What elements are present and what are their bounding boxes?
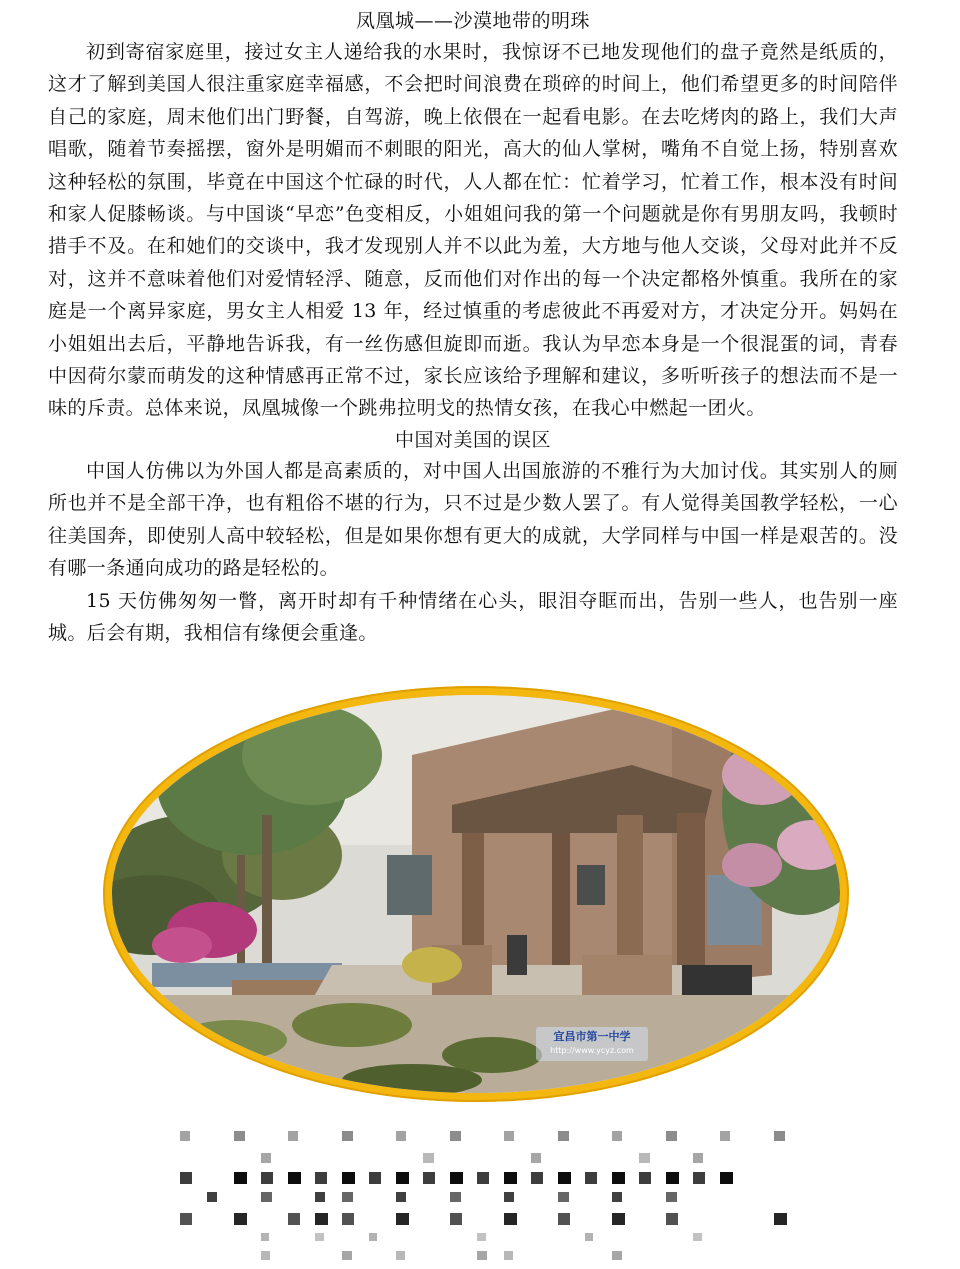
dot-code-block [639,1172,651,1184]
dot-code-block [396,1213,409,1225]
dot-code-block [234,1172,247,1184]
dot-code-graphic [180,1125,790,1265]
school-watermark [536,1027,648,1061]
dot-code-block [774,1213,787,1225]
dot-code-block [720,1131,730,1141]
dot-code-block [315,1233,324,1241]
dot-code-block [180,1172,192,1184]
dot-code-block [693,1172,705,1184]
dot-code-block [369,1233,377,1241]
dot-code-block [180,1213,192,1225]
dot-code-block [288,1172,301,1184]
dot-code-block [612,1251,622,1260]
dot-code-block [369,1172,381,1184]
dot-code-block [666,1192,677,1202]
dot-code-block [450,1192,461,1202]
dot-code-block [261,1251,270,1260]
dot-code-block [396,1131,406,1141]
dot-code-block [477,1251,487,1260]
watermark-url: http://www.ycyz.com [550,1046,634,1055]
dot-code-block [504,1192,514,1202]
dot-code-block [720,1172,733,1184]
dot-code-block [261,1233,269,1241]
dot-code-block [477,1172,489,1184]
dot-code-block [666,1213,678,1225]
dot-code-block [423,1153,434,1163]
dot-code-block [774,1131,785,1141]
dot-code-pattern [180,1125,790,1265]
dot-code-block [531,1172,543,1184]
dot-code-block [342,1251,352,1260]
dot-code-block [666,1172,679,1184]
dot-code-block [612,1172,625,1184]
dot-code-block [585,1233,593,1241]
dot-code-block [261,1172,273,1184]
dot-code-block [585,1172,597,1184]
dot-code-block [558,1213,570,1225]
dot-code-block [180,1131,190,1141]
dot-code-block [342,1172,355,1184]
dot-code-block [558,1172,571,1184]
dot-code-block [693,1153,703,1163]
dot-code-block [288,1213,300,1225]
dot-code-block [558,1131,569,1141]
dot-code-block [504,1172,517,1184]
paragraph-misconceptions: 中国人仿佛以为外国人都是高素质的，对中国人出国旅游的不雅行为大加讨伐。其实别人的厕所也并不是全部干净，也有粗俗不堪的行为，只不过是少数人罢了。有人觉得美国教学轻松，一心往美国奔，即使别人高中较轻松，但是如果你想有更大的成就，大学同样与中国一样是艰苦的。没有哪一条通向成功的路是轻松的。 [48,459,898,580]
dot-code-block [261,1153,271,1163]
dot-code-block [450,1213,462,1225]
dot-code-block [261,1192,272,1202]
dot-code-block [396,1251,405,1260]
section-title-phoenix: 凤凰城——沙漠地带的明珠 [355,10,590,32]
dot-code-block [315,1213,328,1225]
dot-code-block [450,1131,461,1141]
dot-code-block [504,1213,517,1225]
dot-code-block [504,1131,514,1141]
dot-code-block [531,1153,541,1163]
dot-code-block [234,1131,245,1141]
dot-code-block [288,1131,298,1141]
house-illustration [112,695,840,1093]
dot-code-block [477,1233,486,1241]
dot-code-block [612,1131,622,1141]
section-title-misconceptions: 中国对美国的误区 [394,428,551,451]
dot-code-block [423,1172,435,1184]
dot-code-block [342,1192,353,1202]
dot-code-block [234,1213,247,1225]
dot-code-block [342,1131,353,1141]
dot-code-block [396,1192,406,1202]
dot-code-block [396,1172,409,1184]
dot-code-block [450,1172,463,1184]
dot-code-block [612,1192,622,1202]
dot-code-block [315,1172,327,1184]
dot-code-block [666,1131,677,1141]
photo-oval-frame [103,686,849,1102]
dot-code-block [558,1192,569,1202]
paragraph-phoenix: 初到寄宿家庭里，接过女主人递给我的水果时，我惊讶不已地发现他们的盘子竟然是纸质的，这才了解到美国人很注重家庭幸福感，不会把时间浪费在琐碎的时间上，他们希望更多的时间陪伴自己的家庭，周末他们出门野餐，自驾游，晚上依偎在一起看电影。在去吃烤肉的路上，我们大声唱歌，随着节奏摇摆，窗外是明媚而不刺眼的阳光，高大的仙人掌树，嘴角不自觉上扬，特别喜欢这种轻松的氛围，毕竟在中国这个忙碌的时代，人人都在忙：忙着学习，忙着工作，根本没有时间和家人促膝畅谈。与中国谈“早恋”色变相反，小姐姐问我的第一个问题就是你有男朋友吗，我顿时措手不及。在和她们的交谈中，我才发现别人并不以此为羞，大方地与他人交谈，父母对此并不反对，这并不意味着他们对爱情轻浮、随意，反而他们对作出的每一个决定都格外慎重。我所在的家庭是一个离异家庭，男女主人相爱 13 年，经过慎重的考虑彼此不再爱对方，才决定分开。妈妈在小姐姐出去后，平静地告诉我，有一丝伤感但旋即而逝。我认为早恋本身是一个很混蛋的词，青春中因荷尔蒙而萌发的这种情感再正常不过，家长应该给予理解和建议，多听听孩子的想法而不是一味的斥责。总体来说，凤凰城像一个跳弗拉明戈的热情女孩，在我心中燃起一团火。 [48,41,898,420]
paragraph-closing: 15 天仿佛匆匆一瞥，离开时却有千种情绪在心头，眼泪夺眶而出，告别一些人，也告别一座城。后会有期，我相信有缘便会重逢。 [48,589,898,644]
watermark-school-name: 宜昌市第一中学 [553,1030,631,1043]
dot-code-block [693,1233,702,1241]
adobe-house-photo [112,695,840,1093]
dot-code-block [315,1192,325,1202]
dot-code-block [612,1213,625,1225]
dot-code-block [342,1213,354,1225]
dot-code-block [639,1153,650,1163]
dot-code-block [207,1192,217,1202]
article [48,6,898,649]
dot-code-block [504,1251,513,1260]
